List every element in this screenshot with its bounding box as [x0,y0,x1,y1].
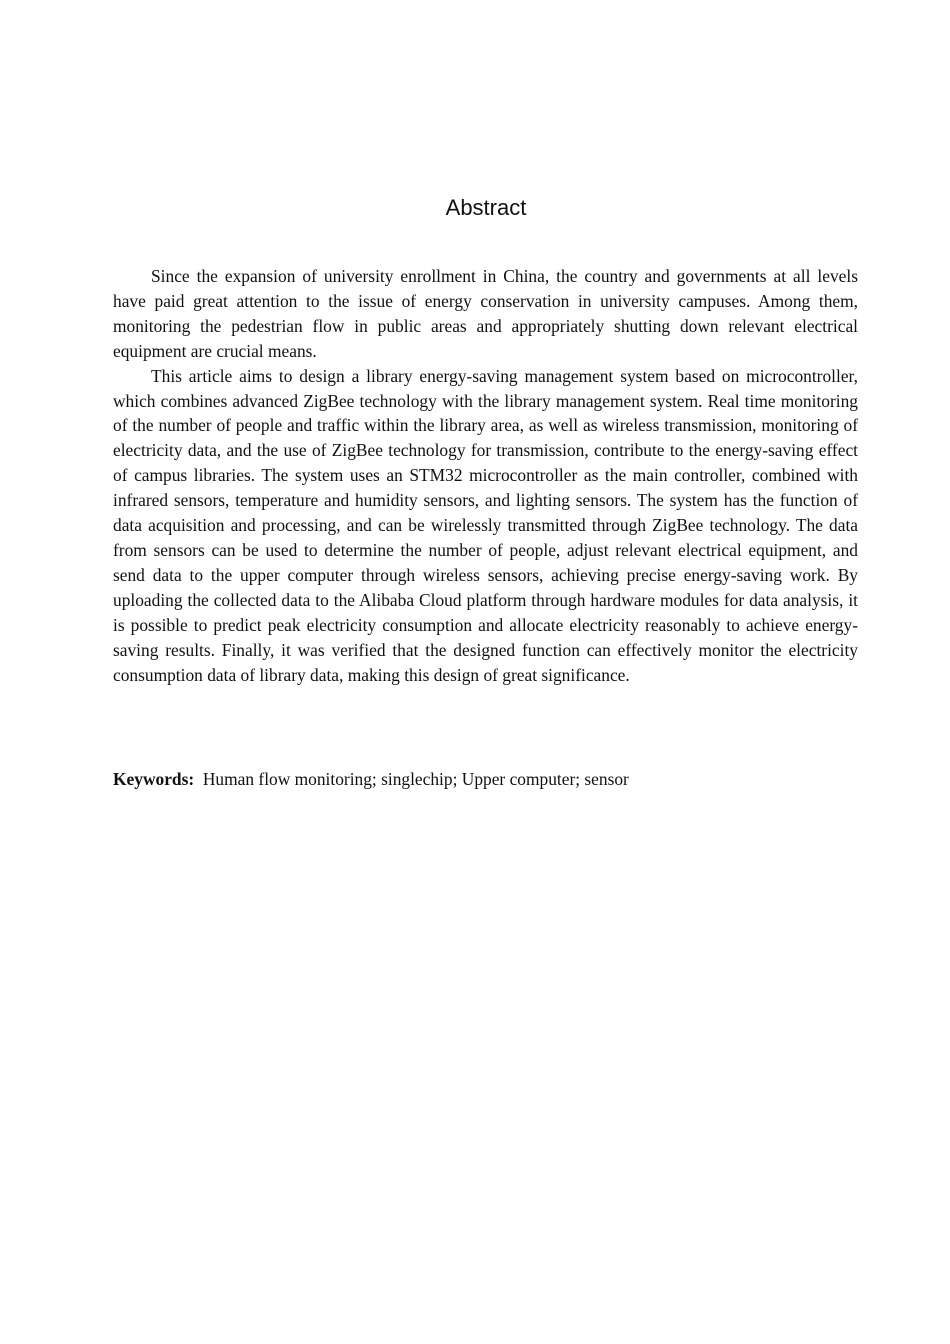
page-title: Abstract [445,195,527,220]
keywords-text: Human flow monitoring; singlechip; Upper computer; sensor [202,769,629,789]
abstract-paragraph-2: This article aims to design a library energy-saving management system based on microcontroller, which combines advanced ZigBee technology with the library management system. Real time monitoring of the number of people and traffic within the library area, as well as wireless transmission, monitoring of electricity data, and the use of ZigBee technology for transmission, contribute to the energy-saving effect of campus libraries. The system uses an STM32 microcontroller as the main controller, combined with infrared sensors, temperature and humidity sensors, and lighting sensors. The system has the function of data acquisition and processing, and can be wirelessly transmitted through ZigBee technology. The data from sensors can be used to determine the number of people, adjust relevant electrical equipment, and send data to the upper computer through wireless sensors, achieving precise energy-saving work. By uploading the collected data to the Alibaba Cloud platform through hardware modules for data analysis, it is possible to predict peak electricity consumption and allocate electricity reasonably to achieve energy-saving results. Finally, it was verified that the designed function can effectively monitor the electricity consumption data of library data, making this design of great significance. [113,365,858,685]
abstract-body [113,264,858,687]
keywords-label: Keywords: [113,769,195,789]
keywords-line [113,767,858,792]
abstract-paragraph-1: Since the expansion of university enrollment in China, the country and governments at all levels have paid great attention to the issue of energy conservation in university campuses. Among them, monitoring the pedestrian flow in public areas and appropriately shutting down relevant electrical equipment are crucial means. [113,266,858,361]
